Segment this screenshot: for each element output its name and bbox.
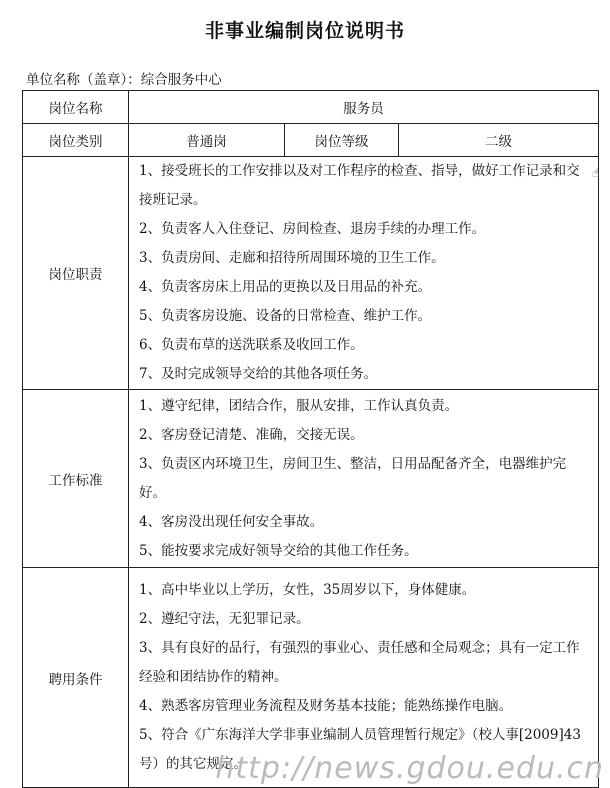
row-category xyxy=(23,124,599,157)
page-title: 非事业编制岗位说明书 xyxy=(204,20,405,42)
section-label-standards: 工作标准 xyxy=(23,390,129,568)
list-item: 4、负责客房床上用品的更换以及日用品的补充。 xyxy=(139,279,432,295)
grade-label: 岗位等级 xyxy=(285,124,399,157)
category-value: 普通岗 xyxy=(129,124,285,157)
section-label-requirements: 聘用条件 xyxy=(23,568,129,788)
position-name-label: 岗位名称 xyxy=(23,91,129,124)
list-item: 5、负责客房设施、设备的日常检查、维护工作。 xyxy=(139,308,432,324)
list-item: 2、客房登记清楚、准确，交接无误。 xyxy=(139,426,364,443)
row-position-name xyxy=(23,91,599,124)
list-item: 5、符合《广东海洋大学非事业编制人员管理暂行规定》（校人事[2009]43号）的其它规定。 xyxy=(139,727,581,772)
list-item: 4、熟悉客房管理业务流程及财务基本技能；能熟练操作电脑。 xyxy=(139,698,513,714)
list-item: 4、客房没出现任何安全事故。 xyxy=(139,513,324,530)
list-item: 2、遵纪守法，无犯罪记录。 xyxy=(139,611,310,627)
list-item: 1、接受班长的工作安排以及对工作程序的检查、指导，做好工作记录和交接班记录。 xyxy=(139,163,580,208)
category-label: 岗位类别 xyxy=(23,124,129,157)
job-description-table xyxy=(22,90,599,788)
hand-cursor-icon: ☝ xyxy=(592,166,600,180)
grade-value: 二级 xyxy=(399,124,599,157)
list-item: 3、负责房间、走廊和招待所周围环境的卫生工作。 xyxy=(139,250,445,266)
row-standards xyxy=(23,390,599,568)
list-item: 1、高中毕业以上学历，女性，35周岁以下，身体健康。 xyxy=(139,582,476,598)
list-item: 7、及时完成领导交给的其他各项任务。 xyxy=(139,366,378,382)
unit-name-label: 单位名称（盖章）：综合服务中心 xyxy=(26,72,222,88)
list-item: 5、能按要求完成好领导交给的其他工作任务。 xyxy=(139,542,418,559)
section-content-duties xyxy=(129,157,599,390)
list-item: 6、负责布草的送洗联系及收回工作。 xyxy=(139,337,364,353)
list-item: 2、负责客人入住登记、房间检查、退房手续的办理工作。 xyxy=(139,221,486,237)
list-item: 3、负责区内环境卫生，房间卫生、整洁，日用品配备齐全，电器维护完好。 xyxy=(139,455,567,501)
section-label-duties: 岗位职责 xyxy=(23,157,129,390)
watermark: http://news.gdou.edu.cn xyxy=(215,751,604,786)
list-item: 1、遵守纪律，团结合作，服从安排，工作认真负责。 xyxy=(139,397,459,414)
list-item: 3、具有良好的品行，有强烈的事业心、责任感和全局观念；具有一定工作经验和团结协作的精神。 xyxy=(139,640,580,685)
position-name-value: 服务员 xyxy=(129,91,599,124)
section-content-standards xyxy=(129,390,599,568)
row-duties xyxy=(23,157,599,390)
